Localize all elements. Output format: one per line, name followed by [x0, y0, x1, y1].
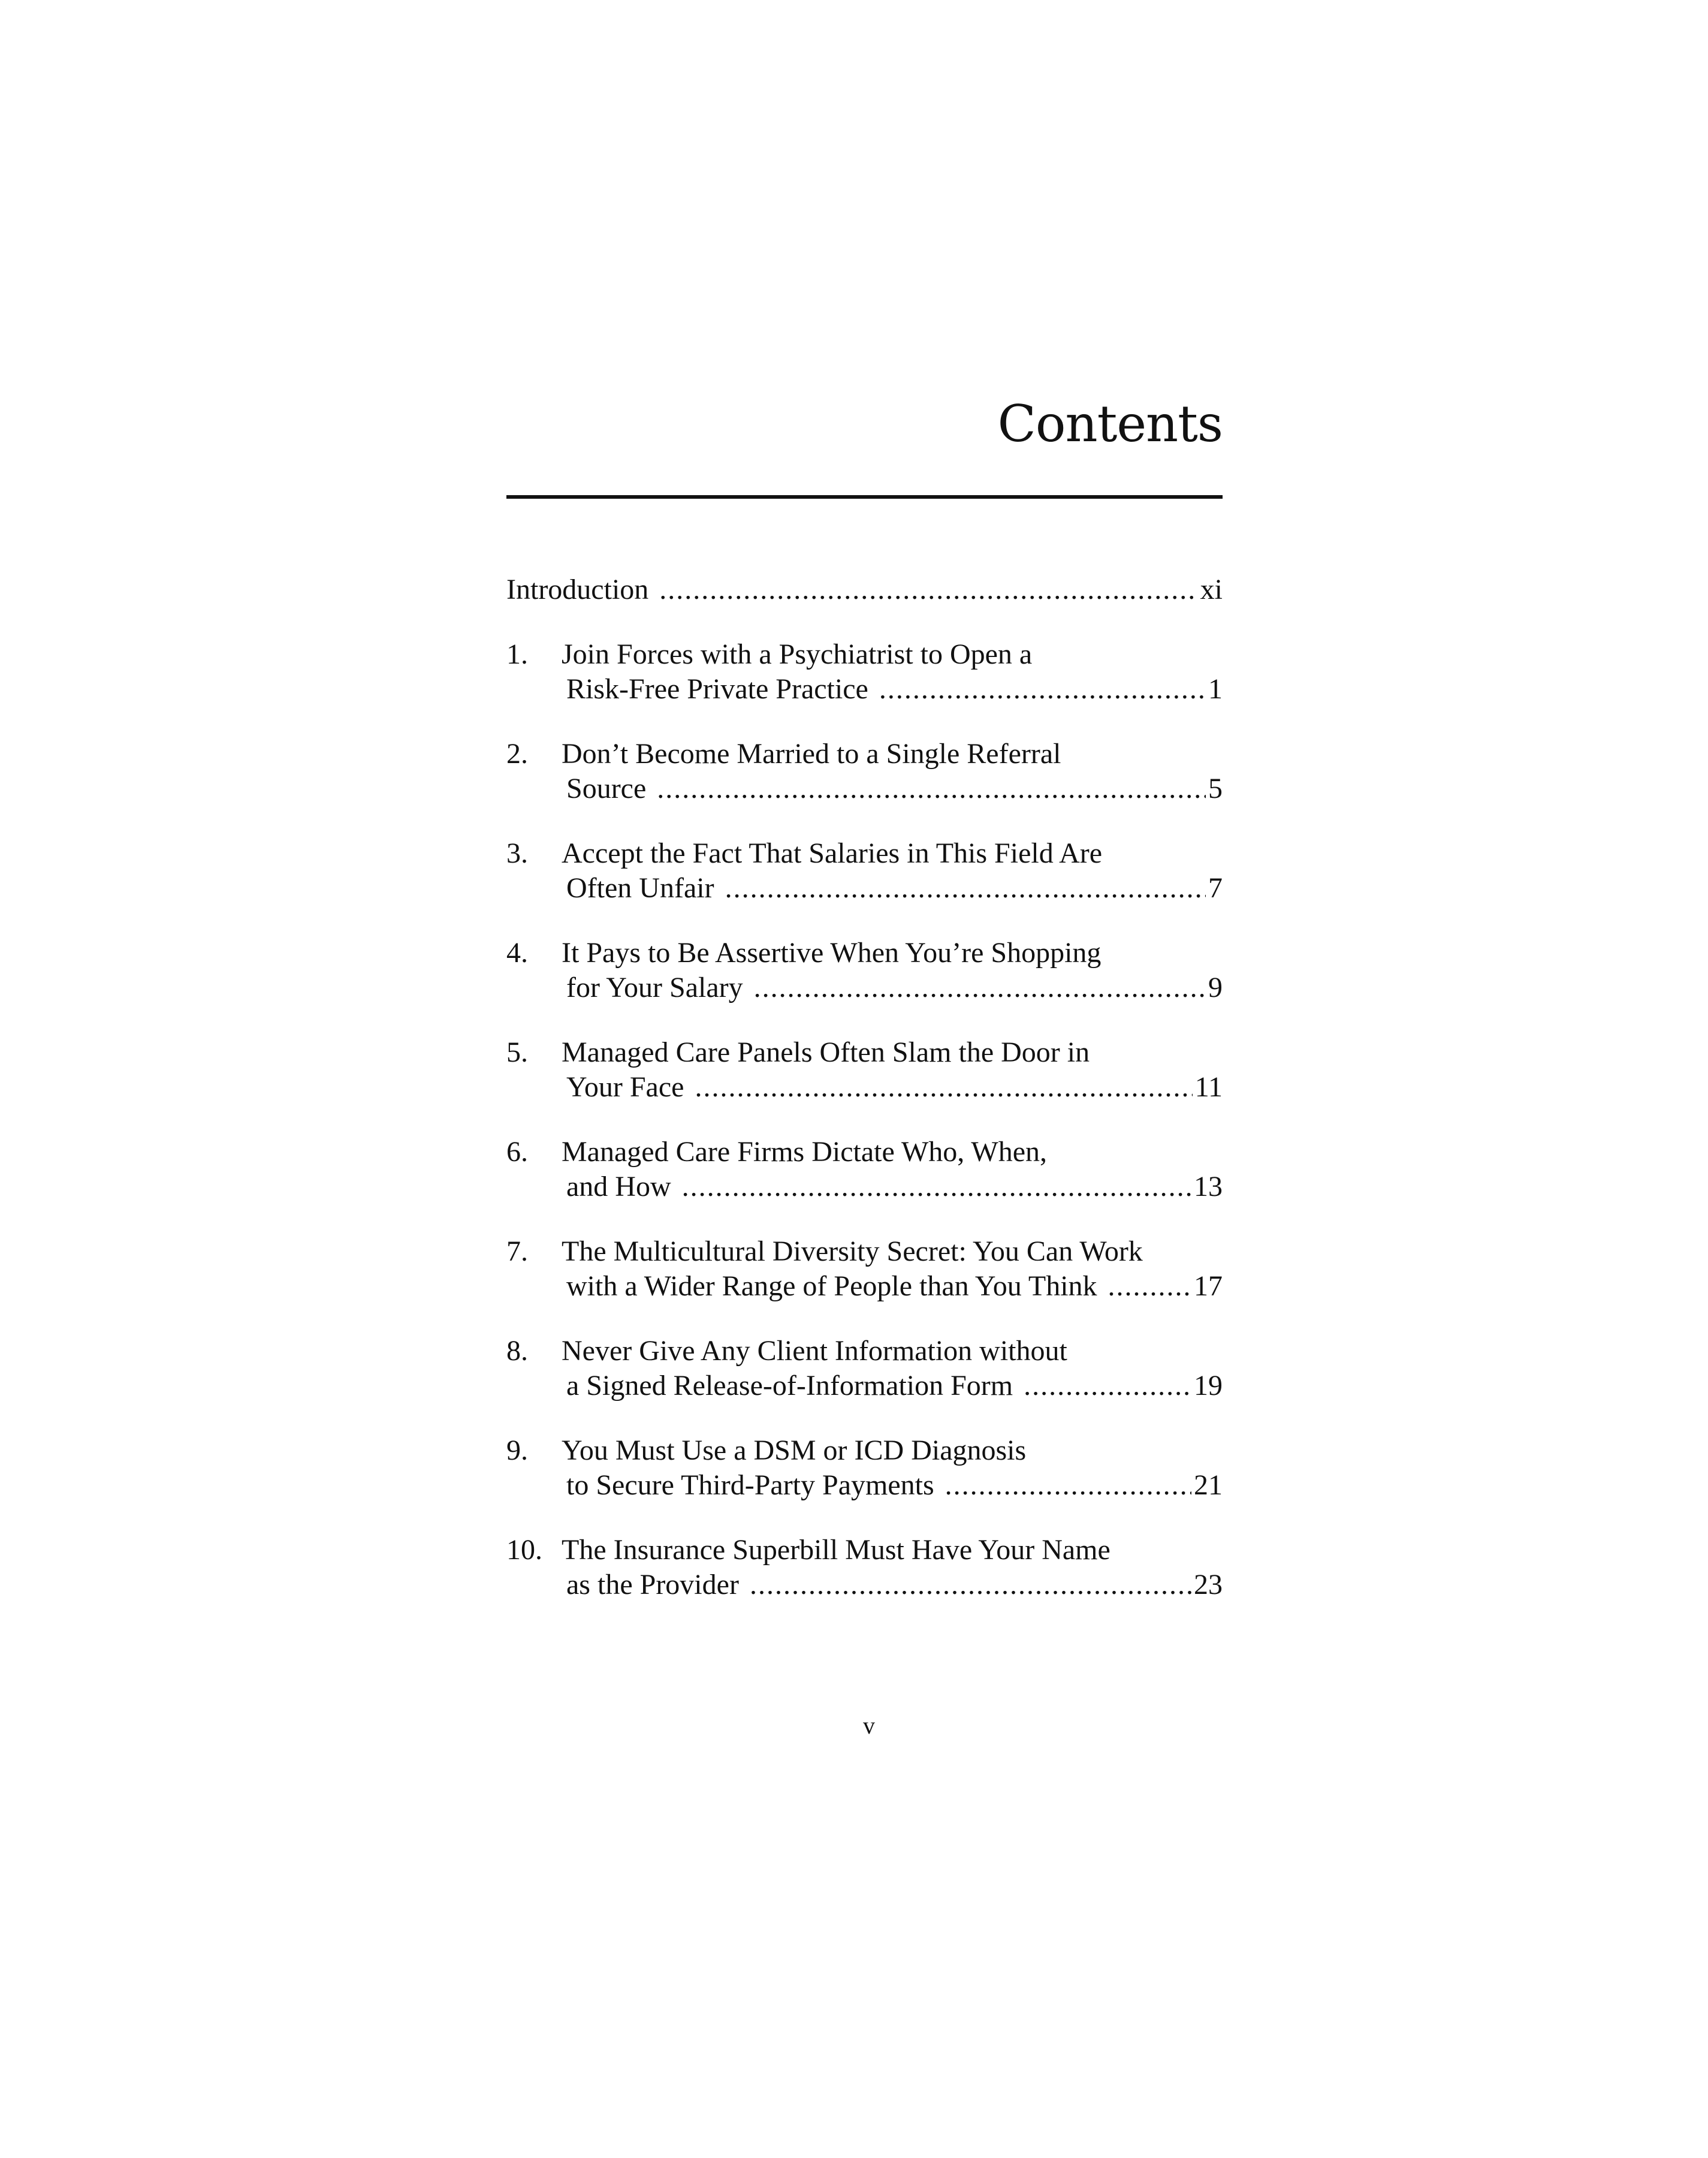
toc-entry-chapter-2[interactable]: [506, 737, 1223, 806]
dot-leader: [1108, 1269, 1191, 1304]
entry-title-line1: Never Give Any Client Information without: [562, 1335, 1067, 1367]
page-number: 17: [1194, 1270, 1223, 1302]
page-title: Contents: [997, 394, 1223, 453]
chapter-number: 1.: [506, 638, 528, 670]
entry-title: Introduction: [506, 574, 649, 605]
page-number: 1: [1208, 673, 1223, 705]
chapter-number: 7.: [506, 1235, 528, 1267]
page-number: 13: [1194, 1171, 1223, 1202]
chapter-number: 6.: [506, 1136, 528, 1168]
entry-title-line1: The Insurance Superbill Must Have Your Name: [562, 1534, 1110, 1566]
page-number: 9: [1208, 972, 1223, 1003]
page-number: 7: [1208, 872, 1223, 904]
dot-leader: [659, 572, 1197, 607]
toc-entry-chapter-6[interactable]: [506, 1135, 1223, 1204]
entry-title-line2: Source: [566, 773, 647, 804]
dot-leader: [725, 871, 1206, 906]
toc-entry-chapter-5[interactable]: [506, 1035, 1223, 1105]
dot-leader: [695, 1070, 1192, 1105]
entry-title-line2: as the Provider: [566, 1569, 739, 1601]
toc-entry-chapter-9[interactable]: [506, 1433, 1223, 1503]
entry-title-line1: Managed Care Firms Dictate Who, When,: [562, 1136, 1047, 1168]
page-number: 5: [1208, 773, 1223, 804]
dot-leader: [750, 1568, 1191, 1602]
chapter-number: 9.: [506, 1434, 528, 1466]
entry-title-line2: Often Unfair: [566, 872, 714, 904]
toc-entry-chapter-3[interactable]: [506, 836, 1223, 906]
page-number: 19: [1194, 1370, 1223, 1402]
entry-title-line1: It Pays to Be Assertive When You’re Shopping: [562, 937, 1102, 969]
entry-title-line2: Risk-Free Private Practice: [566, 673, 868, 705]
chapter-number: 2.: [506, 738, 528, 770]
page-number: 11: [1194, 1071, 1223, 1103]
entry-title-line1: Don’t Become Married to a Single Referral: [562, 738, 1061, 770]
title-rule: [506, 495, 1223, 499]
toc-entry-chapter-8[interactable]: [506, 1334, 1223, 1403]
toc-entry-chapter-10[interactable]: [506, 1533, 1223, 1602]
toc-entry-chapter-4[interactable]: [506, 936, 1223, 1005]
entry-title-line1: Join Forces with a Psychiatrist to Open a: [562, 638, 1033, 670]
chapter-number: 5.: [506, 1036, 528, 1068]
entry-title-line2: and How: [566, 1171, 671, 1202]
dot-leader: [879, 672, 1206, 707]
entry-title-line1: Accept the Fact That Salaries in This Field Are: [562, 837, 1103, 869]
entry-title-line2: for Your Salary: [566, 972, 743, 1003]
toc-entry-chapter-1[interactable]: [506, 637, 1223, 707]
entry-title-line1: Managed Care Panels Often Slam the Door in: [562, 1036, 1090, 1068]
table-of-contents: [506, 572, 1223, 1632]
heading-block: [506, 394, 1223, 453]
entry-title-line1: You Must Use a DSM or ICD Diagnosis: [562, 1434, 1027, 1466]
toc-entry-chapter-7[interactable]: [506, 1234, 1223, 1304]
dot-leader: [682, 1170, 1191, 1204]
chapter-number: 8.: [506, 1335, 528, 1367]
entry-title-line1: The Multicultural Diversity Secret: You Can Work: [562, 1235, 1143, 1267]
toc-entry-introduction[interactable]: [506, 572, 1223, 607]
entry-title-line2: Your Face: [566, 1071, 684, 1103]
entry-title-line2: with a Wider Range of People than You Think: [566, 1270, 1097, 1302]
entry-title-line2: a Signed Release-of-Information Form: [566, 1370, 1013, 1402]
chapter-number: 4.: [506, 937, 528, 969]
chapter-number: 3.: [506, 837, 528, 869]
page-number: 21: [1194, 1469, 1223, 1501]
entry-title-line2: to Secure Third-Party Payments: [566, 1469, 934, 1501]
chapter-number: 10.: [506, 1534, 542, 1566]
page-number: xi: [1200, 574, 1223, 605]
dot-leader: [945, 1468, 1191, 1503]
dot-leader: [1024, 1369, 1191, 1403]
page-number: 23: [1194, 1569, 1223, 1601]
dot-leader: [657, 771, 1206, 806]
dot-leader: [754, 971, 1206, 1005]
page-folio: v: [863, 1712, 875, 1739]
